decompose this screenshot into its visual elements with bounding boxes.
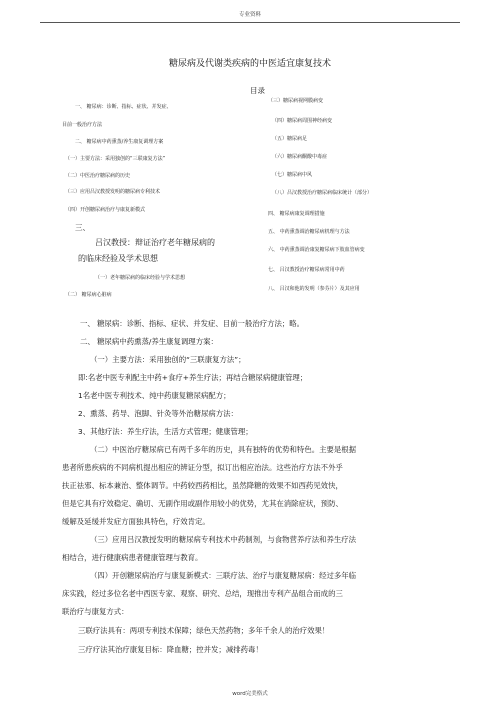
toc-entry[interactable]: （六）糖尿病酮酸中毒症 (272, 154, 328, 160)
paragraph-line: 患者所患疾病的不同病机提出相应的辨证分型，拟订出相应治法。这些治疗方法不外乎 (62, 463, 343, 472)
toc-entry[interactable]: （三）糖尿病视网膜病变 (268, 98, 324, 104)
paragraph-line: 即:名老中医专利配主中药+食疗+养生疗法；再结合糖尿病健康管理； (78, 373, 308, 382)
toc-entry[interactable]: （二）中医治疗糖尿病的历史 (65, 173, 131, 179)
paragraph-line: 缓解及延缓并发症方面独具特色，疗效肯定。 (62, 517, 210, 526)
toc-entry[interactable]: 四、 糖尿病康复调理措施 (268, 211, 325, 217)
paragraph-line: （二）中医治疗糖尿病已有两千多年的历史，具有独特的优势和特色。主要是根据 (90, 445, 357, 454)
page-header: 专业资料 (238, 12, 261, 18)
section-heading: 一、 糖尿病：诊断、指标、症状、并发症、目前一般治疗方法；略。 (80, 319, 305, 328)
toc-entry[interactable]: 八、 吕汉和他的发明（参芬片）及其应用 (268, 286, 360, 292)
toc-entry[interactable]: （一）老年糖尿病的临床经验与学术思想 (95, 275, 186, 281)
paragraph-line: 1名老中医专利技术、纯中药康复糖尿病配方； (78, 391, 231, 400)
section-heading: 二、 糖尿病中药熏蒸/养生康复调理方案： (80, 337, 218, 346)
paragraph-line: 三联疗法具有：两项专利技术保障；绿色天然药物；多年千余人的治疗效果！ (78, 626, 330, 635)
toc-entry[interactable]: （四）开创糖尿病治疗与康复新模式 (65, 207, 146, 213)
paragraph-line: （四）开创糖尿病治疗与康复新模式：三联疗法、治疗与康复糖尿病：经过多年临 (90, 571, 357, 580)
toc-entry[interactable]: （三）应用吕汉教授发明的糖尿病专利技术 (65, 189, 161, 195)
toc-entry[interactable]: 三、 (75, 223, 90, 232)
toc-entry[interactable]: 吕汉教授：辩证治疗老年糖尿病的 (95, 238, 215, 247)
paragraph-line: 联治疗与康复方式： (62, 607, 129, 616)
header-rule (40, 22, 460, 23)
toc-entry[interactable]: 六、 中药熏蒸调治康复糖尿病下肢血管病变 (268, 247, 365, 253)
paragraph-line: 3、其他疗法：养生疗法，生活方式管理；健康管理； (78, 427, 253, 436)
paragraph-line: （三）应用吕汉教授发明的糖尿病专利技术中药制剂，与食物营养疗法和养生疗法 (90, 535, 357, 544)
page-footer: word完美格式 (232, 691, 268, 697)
paragraph-line: 三疗疗法其治疗康复目标：降血糖；控并发；减排药毒！ (78, 645, 263, 654)
paragraph-line: 相结合，进行健康病患者健康管理与教育。 (62, 553, 203, 562)
document-title: 糖尿病及代谢类疾病的中医适宜康复技术 (168, 59, 331, 69)
paragraph-line: （一）主要方法：采用独创的“三联康复方法”； (90, 355, 246, 364)
paragraph-line: 床实践，经过多位名老中西医专家、观察、研究、总结，现推出专利产品组合而成的三 (62, 589, 343, 598)
toc-entry[interactable]: （四）糖尿病周围神经病变 (272, 118, 333, 124)
paragraph-line: 2、熏蒸、药导、泡脚、针灸等外治糖尿病方法： (78, 409, 238, 418)
toc-entry[interactable]: （八）吕汉教授治疗糖尿病临床统计（部分） (272, 190, 373, 196)
toc-entry[interactable]: （一）主要方法：采用独创的“三联康复方法” (65, 156, 166, 162)
toc-entry[interactable]: 一、 糖尿病：诊断、指标、症状、并发症、 (75, 104, 172, 110)
toc-entry[interactable]: 的临床经验及学术思想 (78, 254, 158, 263)
paragraph-line: 扶正祛邪、标本兼治、整体调节。中药较西药相比，虽然降糖的效果不如西药见效快， (62, 481, 343, 490)
toc-heading: 目录 (250, 86, 265, 95)
paragraph-line: 但是它具有疗效稳定、确切、无副作用或副作用较小的优势，尤其在消除症状，预防、 (62, 499, 343, 508)
toc-entry[interactable]: （五）糖尿病足 (272, 136, 308, 142)
toc-entry[interactable]: 目前一般治疗方法 (62, 122, 103, 128)
toc-entry[interactable]: （二） 糖尿病心脏病 (65, 292, 112, 298)
toc-entry[interactable]: 五、 中药熏蒸调治糖尿病机理与方法 (268, 229, 350, 235)
toc-entry[interactable]: 二、 糖尿病中药熏蒸/养生康复调理方案 (75, 139, 164, 145)
toc-entry[interactable]: （七）糖尿病中风 (272, 172, 313, 178)
toc-entry[interactable]: 七、 吕汉教授治疗糖尿病常用中药 (268, 267, 345, 273)
